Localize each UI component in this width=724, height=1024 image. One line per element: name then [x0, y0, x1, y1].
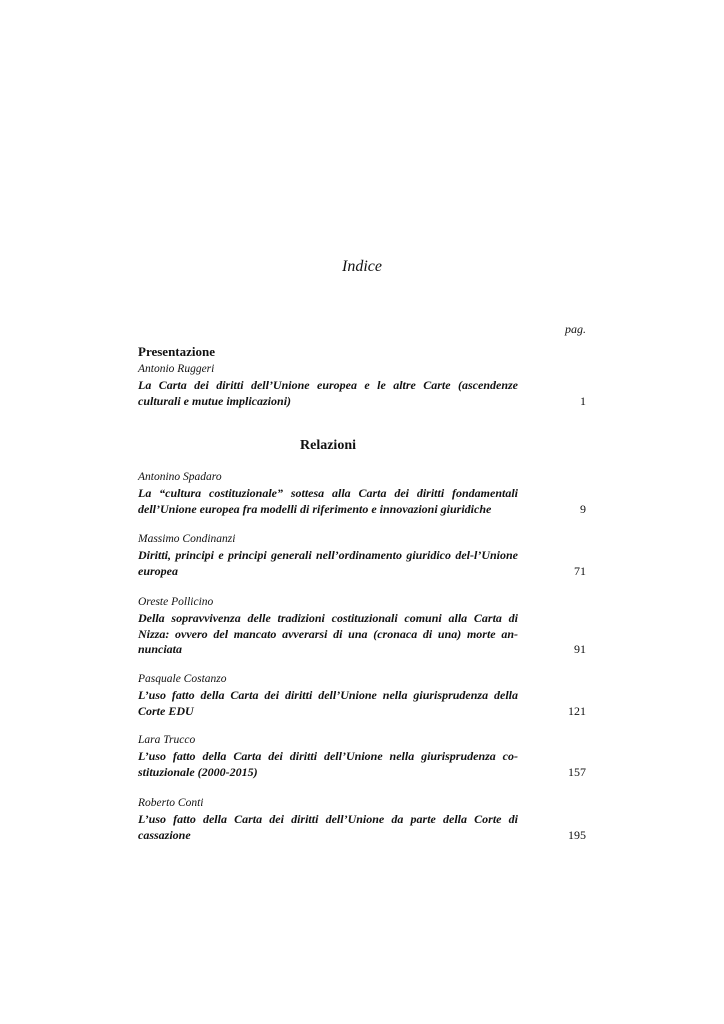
toc-entry[interactable]	[138, 595, 586, 658]
toc-entry[interactable]	[138, 796, 586, 843]
entry-author: Antonino Spadaro	[138, 471, 222, 483]
entry-author: Roberto Conti	[138, 797, 204, 809]
page-column-label: pag.	[565, 322, 586, 336]
toc-entry[interactable]	[138, 532, 586, 579]
entry-page-number: 157	[568, 764, 586, 779]
entry-title-row	[138, 812, 586, 843]
toc-entry[interactable]	[138, 470, 586, 517]
entry-title: L’uso fatto della Carta dei diritti dell’Unione nella giurisprudenza della Corte EDU	[138, 688, 518, 718]
entry-page-number: 71	[574, 563, 586, 578]
entry-title-row	[138, 486, 586, 517]
entry-title-row	[138, 611, 586, 658]
entry-title-row	[138, 688, 586, 719]
entry-title-row	[138, 548, 586, 579]
entry-page-number: 91	[574, 642, 586, 657]
entry-page-number: 9	[580, 501, 586, 516]
entry-author: Oreste Pollicino	[138, 596, 214, 608]
toc-entry-presentazione[interactable]	[138, 362, 586, 409]
entry-title-row	[138, 749, 586, 780]
entry-author: Lara Trucco	[138, 734, 196, 746]
entry-title: Della sopravvivenza delle tradizioni costituzionali comuni alla Carta di Nizza: ovvero del mancato avverarsi di una (cronaca di una) morte an-nunciata	[138, 611, 518, 657]
entry-title: L’uso fatto della Carta dei diritti dell’Unione da parte della Corte di cassazione	[138, 812, 518, 842]
entry-author: Massimo Condinanzi	[138, 533, 236, 545]
entry-page-number: 1	[580, 393, 586, 408]
entry-title: Diritti, principi e principi generali nell’ordinamento giuridico del-l’Unione europea	[138, 548, 518, 578]
entry-title: La Carta dei diritti dell’Unione europea e le altre Carte (ascendenze culturali e mutue implicazioni)	[138, 378, 518, 408]
entry-author: Pasquale Costanzo	[138, 673, 227, 685]
entry-page-number: 195	[568, 827, 586, 842]
section-title-presentazione: Presentazione	[138, 344, 216, 359]
page-title: Indice	[342, 258, 382, 275]
toc-entry[interactable]	[138, 733, 586, 780]
entry-title-row	[138, 378, 586, 409]
entry-title: La “cultura costituzionale” sottesa alla Carta dei diritti fondamentali dell’Unione europea fra modelli di riferimento e innovazioni giuridiche	[138, 486, 518, 516]
section-title-relazioni: Relazioni	[300, 438, 356, 453]
entry-title: L’uso fatto della Carta dei diritti dell’Unione nella giurisprudenza co-stituzionale (2000-2015)	[138, 749, 518, 779]
toc-entry[interactable]	[138, 672, 586, 719]
entry-page-number: 121	[568, 703, 586, 718]
entry-author: Antonio Ruggeri	[138, 363, 215, 375]
